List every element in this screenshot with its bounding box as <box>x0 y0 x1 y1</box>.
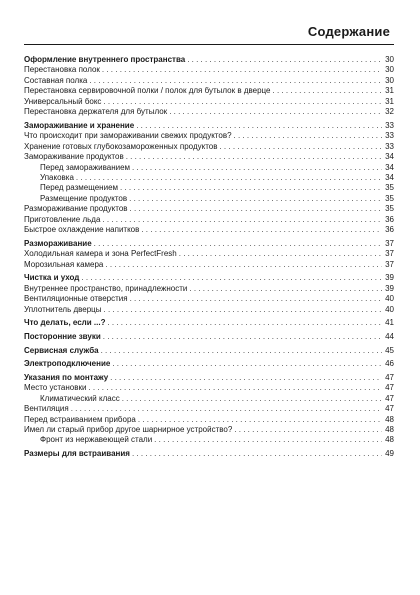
toc-dot-leader <box>234 426 382 434</box>
toc-dot-leader <box>122 395 382 403</box>
toc-entry-title: Уплотнитель дверцы <box>24 305 102 314</box>
toc-page-number: 33 <box>385 142 394 151</box>
toc-entry-title: Климатический класс <box>40 394 120 403</box>
toc-page-number: 31 <box>385 97 394 106</box>
toc-entry-title: Универсальный бокс <box>24 97 102 106</box>
toc-page-number: 40 <box>385 295 394 304</box>
toc-dot-leader <box>130 295 382 303</box>
toc-page-number: 35 <box>385 194 394 203</box>
header-divider <box>24 44 394 45</box>
toc-dot-leader <box>103 333 382 341</box>
toc-page-number: 36 <box>385 226 394 235</box>
toc-entry-title: Перед размещением <box>40 184 119 193</box>
toc-page-number: 32 <box>385 108 394 117</box>
toc-entry[interactable] <box>24 274 394 284</box>
toc-entry[interactable] <box>24 87 394 97</box>
toc-dot-leader <box>273 87 383 95</box>
toc-dot-leader <box>104 306 382 314</box>
toc-page-number: 37 <box>385 239 394 248</box>
toc-page-number: 44 <box>385 332 394 341</box>
toc-dot-leader <box>189 285 382 293</box>
toc-entry-title: Размещение продуктов <box>40 194 128 203</box>
toc-entry[interactable] <box>24 285 394 295</box>
toc-page-number: 37 <box>385 260 394 269</box>
toc-entry-title: Морозильная камера <box>24 260 104 269</box>
table-of-contents <box>24 56 394 460</box>
toc-entry[interactable] <box>24 108 394 118</box>
toc-entry-title: Перестановка полок <box>24 66 100 75</box>
toc-dot-leader <box>154 436 382 444</box>
toc-dot-leader <box>110 374 382 382</box>
toc-entry[interactable] <box>24 436 394 446</box>
toc-page-number: 30 <box>385 56 394 64</box>
toc-dot-leader <box>89 77 382 85</box>
toc-entry-title: Перестановка держателя для бутылок <box>24 108 168 117</box>
toc-entry-title: Перед замораживанием <box>40 163 131 172</box>
toc-dot-leader <box>102 66 382 74</box>
toc-entry[interactable] <box>24 395 394 405</box>
toc-entry[interactable] <box>24 295 394 305</box>
toc-entry-title: Внутреннее пространство, принадлежности <box>24 284 188 293</box>
toc-entry-title: Чистка и уход <box>24 274 80 283</box>
toc-page-number: 36 <box>385 215 394 224</box>
toc-dot-leader <box>234 132 382 140</box>
toc-entry[interactable] <box>24 360 394 370</box>
toc-page-number: 34 <box>385 174 394 182</box>
toc-entry-title: Замораживание и хранение <box>24 121 135 130</box>
toc-entry-title: Оформление внутреннего пространства <box>24 56 186 64</box>
toc-entry[interactable] <box>24 374 394 384</box>
toc-entry-title: Составная полка <box>24 76 88 85</box>
toc-entry[interactable] <box>24 216 394 226</box>
toc-entry[interactable] <box>24 195 394 205</box>
toc-page-number: 31 <box>385 87 394 96</box>
toc-page-number: 48 <box>385 436 394 445</box>
toc-entry[interactable] <box>24 261 394 271</box>
toc-entry[interactable] <box>24 347 394 357</box>
toc-dot-leader <box>94 240 382 248</box>
toc-dot-leader <box>138 416 382 424</box>
toc-entry-title: Размораживание продуктов <box>24 205 128 214</box>
toc-dot-leader <box>169 108 382 116</box>
toc-entry-title: Замораживание продуктов <box>24 153 124 162</box>
toc-entry-title: Приготовление льда <box>24 215 101 224</box>
toc-entry[interactable] <box>24 56 394 66</box>
toc-page-number: 45 <box>385 346 394 355</box>
toc-entry[interactable] <box>24 77 394 87</box>
toc-entry[interactable] <box>24 240 394 250</box>
toc-dot-leader <box>81 274 382 282</box>
toc-entry-title: Размораживание <box>24 239 92 248</box>
toc-entry[interactable] <box>24 153 394 163</box>
toc-page-number: 46 <box>385 360 394 369</box>
toc-entry-title: Холодильная камера и зона PerfectFresh <box>24 250 177 259</box>
toc-page-number: 48 <box>385 425 394 434</box>
toc-dot-leader <box>187 56 382 64</box>
toc-entry[interactable] <box>24 250 394 260</box>
toc-dot-leader <box>136 122 382 130</box>
toc-page-number: 49 <box>385 450 394 458</box>
toc-entry[interactable] <box>24 416 394 426</box>
toc-dot-leader <box>105 261 382 269</box>
toc-entry[interactable] <box>24 226 394 236</box>
toc-entry[interactable] <box>24 164 394 174</box>
toc-entry-title: Вентиляционные отверстия <box>24 295 128 304</box>
toc-entry-title: Быстрое охлаждение напитков <box>24 226 140 235</box>
toc-dot-leader <box>112 360 382 368</box>
toc-dot-leader <box>219 143 382 151</box>
toc-dot-leader <box>102 216 382 224</box>
toc-page-number: 30 <box>385 76 394 85</box>
toc-page-number: 30 <box>385 66 394 75</box>
toc-entry[interactable] <box>24 426 394 436</box>
toc-entry-title: Посторонние звуки <box>24 332 101 341</box>
toc-entry[interactable] <box>24 405 394 415</box>
toc-dot-leader <box>71 405 382 413</box>
toc-entry-title: Что делать, если ...? <box>24 319 106 328</box>
page-title: Содержание <box>307 24 390 39</box>
toc-page-number: 39 <box>385 284 394 293</box>
toc-dot-leader <box>76 174 382 182</box>
toc-entry[interactable] <box>24 143 394 153</box>
toc-entry[interactable] <box>24 132 394 142</box>
toc-entry-title: Что происходит при замораживании свежих продуктов? <box>24 132 232 141</box>
toc-page-number: 47 <box>385 373 394 382</box>
toc-page-number: 35 <box>385 205 394 214</box>
toc-entry[interactable] <box>24 306 394 316</box>
toc-dot-leader <box>141 226 382 234</box>
toc-page-number: 33 <box>385 121 394 130</box>
toc-page-number: 47 <box>385 394 394 403</box>
toc-page-number: 34 <box>385 163 394 172</box>
toc-dot-leader <box>120 184 382 192</box>
toc-entry[interactable] <box>24 319 394 329</box>
toc-dot-leader <box>132 164 382 172</box>
toc-dot-leader <box>101 347 382 355</box>
toc-dot-leader <box>129 195 382 203</box>
toc-page-number: 47 <box>385 405 394 414</box>
toc-entry-title: Имел ли старый прибор другое шарнирное устройство? <box>24 425 233 434</box>
toc-dot-leader <box>179 250 382 258</box>
toc-dot-leader <box>126 153 382 161</box>
toc-entry[interactable] <box>24 184 394 194</box>
toc-entry[interactable] <box>24 174 394 184</box>
toc-entry-title: Хранение готовых глубокозамороженных продуктов <box>24 142 218 151</box>
toc-entry-title: Сервисная служба <box>24 346 99 355</box>
toc-entry-title: Перед встраиванием прибора <box>24 415 136 424</box>
toc-entry-title: Фронт из нержавеющей стали <box>40 436 153 445</box>
toc-entry[interactable] <box>24 450 394 460</box>
toc-entry[interactable] <box>24 384 394 394</box>
toc-entry-title: Перестановка сервировочной полки / полок для бутылок в дверце <box>24 87 271 96</box>
toc-page-number: 37 <box>385 250 394 259</box>
toc-page-number: 35 <box>385 184 394 193</box>
toc-entry[interactable] <box>24 122 394 132</box>
toc-dot-leader <box>132 450 382 458</box>
toc-entry[interactable] <box>24 98 394 108</box>
toc-dot-leader <box>88 384 382 392</box>
toc-dot-leader <box>107 319 382 327</box>
toc-page-number: 41 <box>385 319 394 328</box>
toc-page-number: 47 <box>385 384 394 393</box>
toc-entry[interactable] <box>24 66 394 76</box>
toc-entry-title: Электроподключение <box>24 360 111 369</box>
toc-page-number: 34 <box>385 153 394 162</box>
toc-page-number: 39 <box>385 274 394 283</box>
toc-entry-title: Упаковка <box>40 174 74 182</box>
toc-page-number: 48 <box>385 415 394 424</box>
toc-entry-title: Размеры для встраивания <box>24 450 130 458</box>
toc-entry-title: Вентиляция <box>24 405 69 414</box>
toc-dot-leader <box>130 205 382 213</box>
toc-entry-title: Указания по монтажу <box>24 373 109 382</box>
toc-page-number: 40 <box>385 305 394 314</box>
toc-dot-leader <box>103 98 382 106</box>
toc-page-number: 33 <box>385 132 394 141</box>
toc-entry[interactable] <box>24 205 394 215</box>
toc-entry-title: Место установки <box>24 384 87 393</box>
toc-entry[interactable] <box>24 333 394 343</box>
